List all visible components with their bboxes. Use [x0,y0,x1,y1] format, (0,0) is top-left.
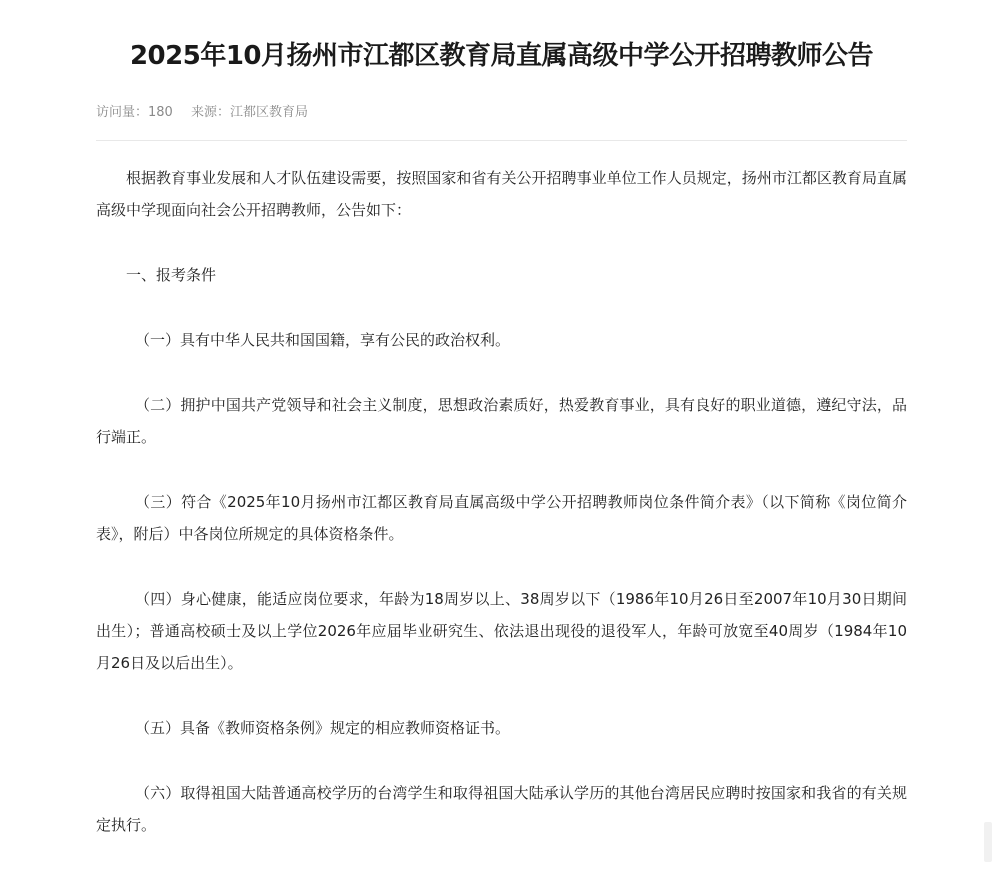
article-meta [96,102,907,141]
condition-item-5: （五）具备《教师资格条例》规定的相应教师资格证书。 [135,719,511,737]
intro-paragraph: 根据教育事业发展和人才队伍建设需要，按照国家和省有关公开招聘事业单位工作人员规定，扬州市江都区教育局直属高级中学现面向社会公开招聘教师，公告如下： [96,169,907,219]
article [96,0,907,841]
article-title: 2025年10月扬州市江都区教育局直属高级中学公开招聘教师公告 [129,41,874,71]
section-heading: 一、报考条件 [126,266,217,284]
condition-item-4: （四）身心健康，能适应岗位要求，年龄为18周岁以上、38周岁以下（1986年10月26日至2007年10月30日期间出生）；普通高校硕士及以上学位2026年应届毕业研究生、依法退出现役的退役军人，年龄可放宽至40周岁（1984年10月26日及以后出生）。 [96,590,907,672]
condition-item-6: （六）取得祖国大陆普通高校学历的台湾学生和取得祖国大陆承认学历的其他台湾居民应聘时按国家和我省的有关规定执行。 [96,784,907,834]
article-source: 来源：江都区教育局 [190,105,308,120]
page-scrollbar[interactable] [984,822,992,862]
condition-item-2: （二）拥护中国共产党领导和社会主义制度，思想政治素质好，热爱教育事业，具有良好的职业道德，遵纪守法，品行端正。 [96,396,907,446]
article-content [96,162,907,841]
view-count: 访问量：180 [96,105,173,120]
condition-item-3: （三）符合《2025年10月扬州市江都区教育局直属高级中学公开招聘教师岗位条件简介表》（以下简称《岗位简介表》，附后）中各岗位所规定的具体资格条件。 [96,493,907,543]
condition-item-1: （一）具有中华人民共和国国籍，享有公民的政治权利。 [135,331,511,349]
